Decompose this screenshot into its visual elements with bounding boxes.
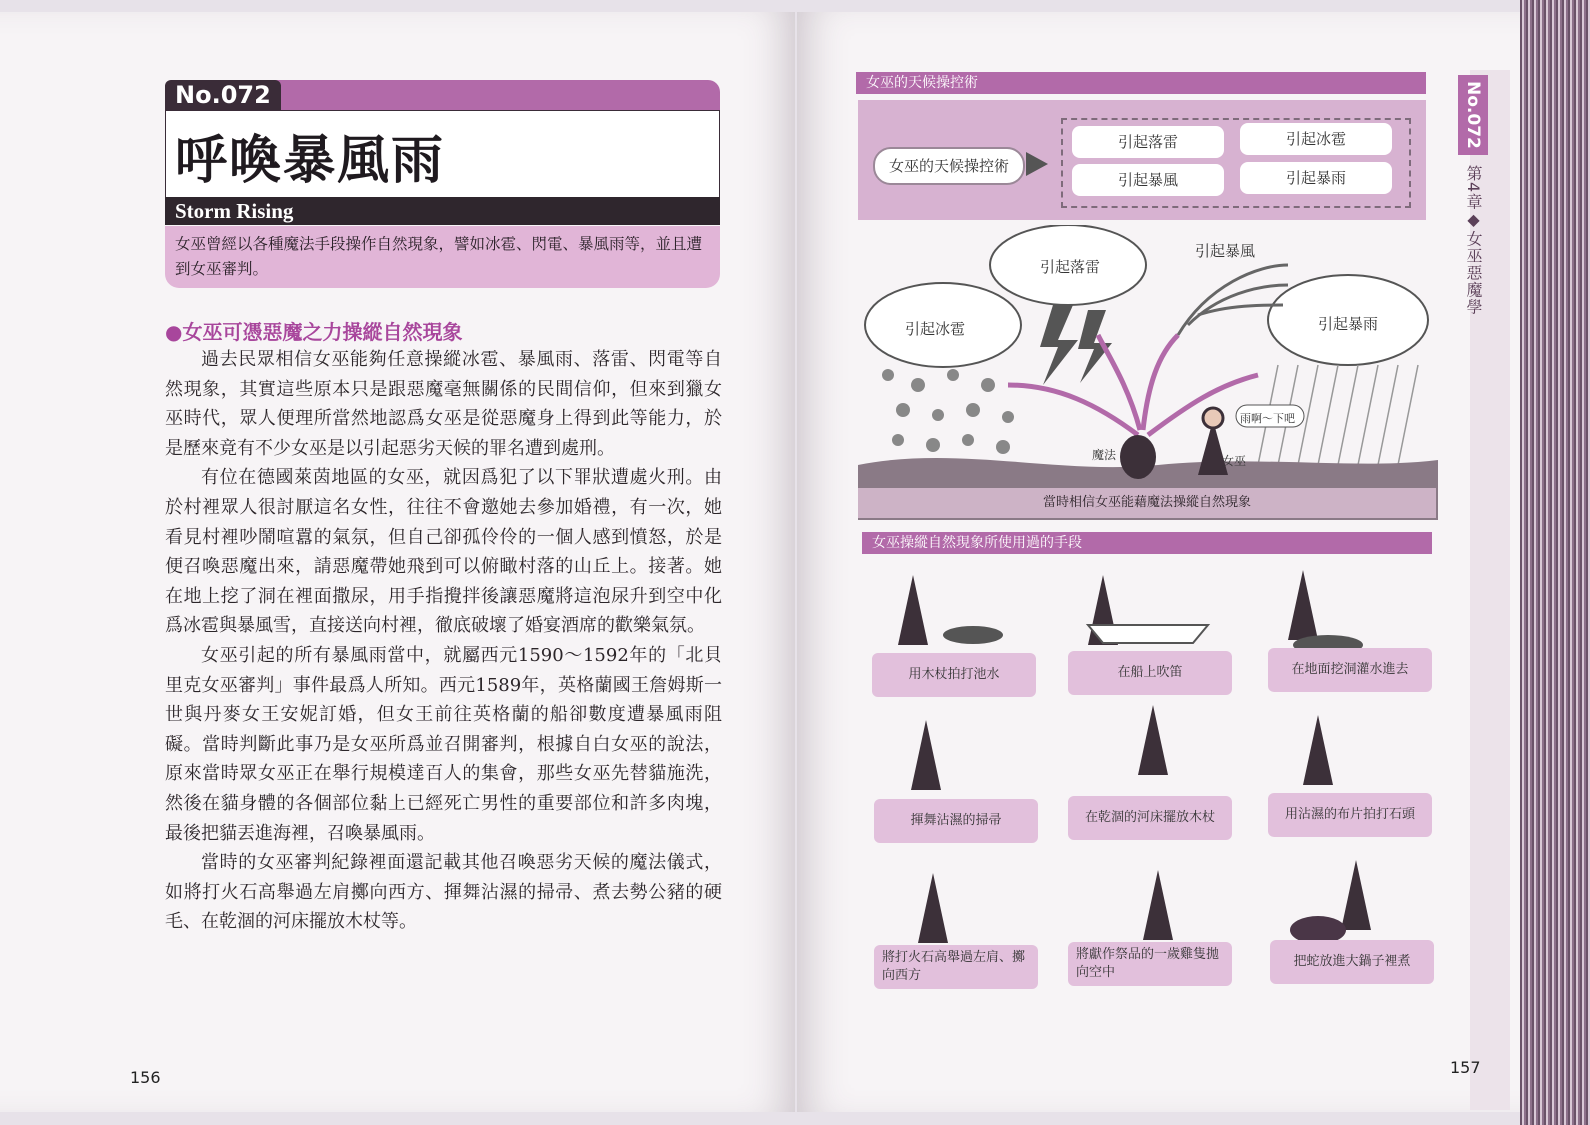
book-page-edges xyxy=(1520,0,1590,1125)
section2-title: 女巫操縱自然現象所使用過的手段 xyxy=(862,532,1432,554)
method-card: 用沾濕的布片拍打石頭 xyxy=(1268,793,1432,837)
method-card: 用木杖拍打池水 xyxy=(872,653,1036,697)
wind-label: 引起暴風 xyxy=(1195,242,1256,260)
section1-title: 女巫的天候操控術 xyxy=(856,72,1426,94)
rain-cloud-label: 引起暴雨 xyxy=(1318,315,1379,333)
page-title: 呼喚暴風雨 xyxy=(175,130,446,191)
cauldron-icon xyxy=(1120,435,1156,479)
entry-number: No.072 xyxy=(165,80,281,110)
summary-text: 女巫曾經以各種魔法手段操作自然現象，譬如冰雹、閃電、暴風雨等，並且遭到女巫審判。 xyxy=(175,235,703,278)
method-card: 在地面挖洞灌水進去 xyxy=(1268,648,1432,692)
method-card: 把蛇放進大鍋子裡煮 xyxy=(1270,940,1434,984)
spell-item: 引起暴雨 xyxy=(1240,162,1392,194)
page-number-right: 157 xyxy=(1450,1058,1481,1077)
method-card: 在船上吹笛 xyxy=(1068,651,1232,695)
paragraph: 過去民眾相信女巫能夠任意操縱冰雹、暴風雨、落雷、閃電等自然現象，其實這些原本只是跟惡魔毫無關係的民間信仰，但來到獵女巫時代，眾人便理所當然地認爲女巫是從惡魔身上得到此等能力，於是歷來竟有不少女巫是以引起惡劣天候的罪名遭到處刑。 xyxy=(165,349,722,459)
thunder-cloud-label: 引起落雷 xyxy=(1040,258,1101,276)
method-card: 在乾涸的河床擺放木杖 xyxy=(1068,796,1232,840)
paragraph: 女巫引起的所有暴風雨當中，就屬西元1590～1592年的「北貝里克女巫審判」事件最爲人所知。西元1589年，英格蘭國王詹姆斯一世與丹麥女王安妮訂婚，但女王前往英格蘭的船卻數度遭暴風雨阻礙。當時判斷此事乃是女巫所爲並召開審判，根據自白女巫的說法，原來當時眾女巫正在舉行規模達百人的集會，那些女巫先替貓施洗，然後在貓身體的各個部位黏上已經死亡男性的重要部位和許多肉塊，最後把貓丟進海裡，召喚暴風雨。 xyxy=(165,644,722,844)
scene-caption: 當時相信女巫能藉魔法操縱自然現象 xyxy=(858,488,1436,518)
method-card: 將打火石高舉過左肩、擲向西方 xyxy=(874,945,1038,989)
method-card: 揮舞沾濕的掃帚 xyxy=(874,799,1038,843)
chapter-label: 第4章◆女巫惡魔學 xyxy=(1464,165,1483,316)
spell-item: 引起落雷 xyxy=(1072,126,1224,158)
spell-item: 引起冰雹 xyxy=(1240,123,1392,155)
hail-cloud-label: 引起冰雹 xyxy=(905,320,966,338)
english-title: Storm Rising xyxy=(175,199,294,223)
magic-label: 魔法 xyxy=(1092,448,1117,462)
weather-scene-illustration xyxy=(858,225,1438,520)
body-text xyxy=(165,345,722,937)
witch-label: 女巫 xyxy=(1222,454,1247,468)
section-heading: ●女巫可憑惡魔之力操縱自然現象 xyxy=(165,320,463,344)
hail-icon xyxy=(882,369,1014,454)
page-number-left: 156 xyxy=(130,1068,161,1087)
method-card: 將獻作祭品的一歲雞隻拋向空中 xyxy=(1068,942,1232,986)
spell-main-label: 女巫的天候操控術 xyxy=(873,147,1025,185)
paragraph: 當時的女巫審判紀錄裡面還記載其他召喚惡劣天候的魔法儀式，如將打火石高舉過左肩擲向西方、揮舞沾濕的掃帚、煮去勢公豬的硬毛、在乾涸的河床擺放木杖等。 xyxy=(165,852,722,933)
arrow-icon xyxy=(1026,152,1048,176)
paragraph: 有位在德國萊茵地區的女巫，就因爲犯了以下罪狀遭處火刑。由於村裡眾人很討厭這名女性，往往不會邀她去參加婚禮，有一次，她看見村裡吵鬧喧囂的氣氛，但自己卻孤伶伶的一個人感到憤怒，於是便召喚惡魔出來，請惡魔帶她飛到可以俯瞰村落的山丘上。接著。她在地上挖了洞在裡面撒尿，用手指攪拌後讓惡魔將這泡尿升到空中化爲冰雹與暴風雪，直接送向村裡，徹底破壞了婚宴酒席的歡樂氣氛。 xyxy=(165,467,722,637)
speech-text: 雨啊～下吧 xyxy=(1240,412,1295,425)
chapter-tab: No.072 xyxy=(1458,75,1488,155)
spell-item: 引起暴風 xyxy=(1072,164,1224,196)
method-figure xyxy=(858,555,1438,955)
